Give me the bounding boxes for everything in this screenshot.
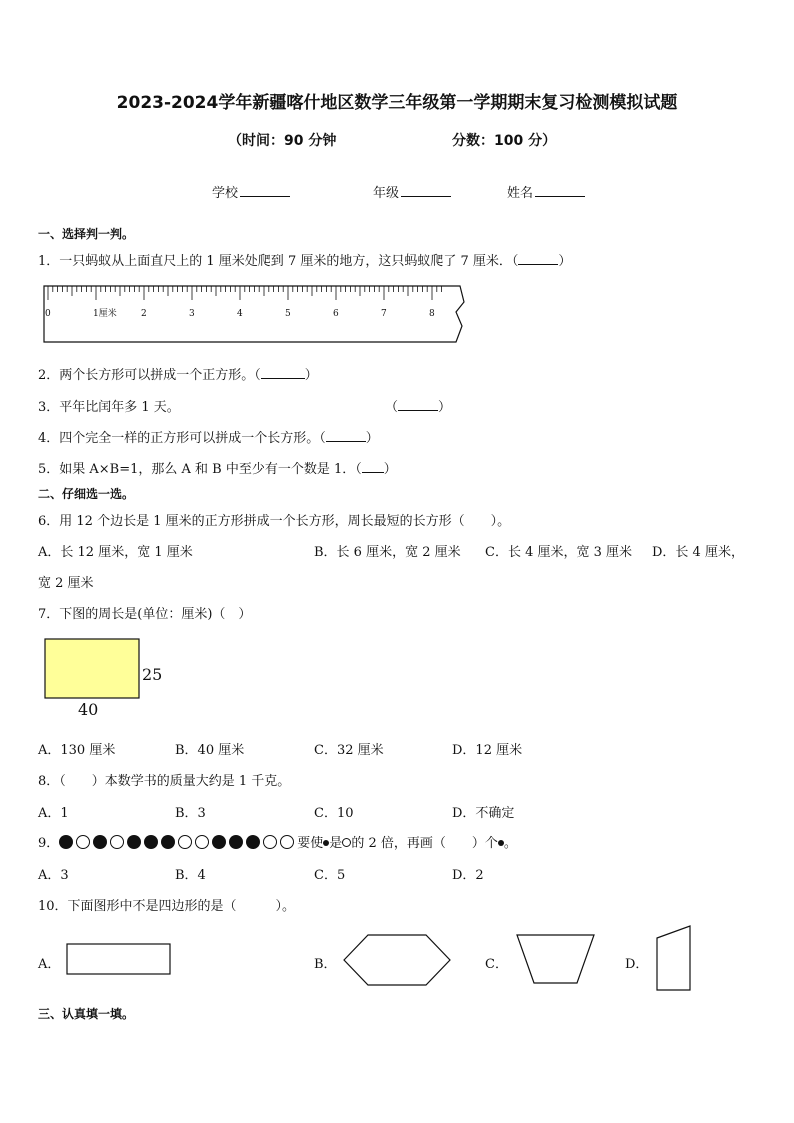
filled-circle-icon bbox=[93, 835, 107, 849]
ruler-label: 5 bbox=[285, 309, 291, 319]
question-3-text: 3．平年比闰年多 1 天。 bbox=[38, 400, 180, 415]
q10-option-d[interactable]: D． bbox=[625, 957, 649, 972]
q10-option-b[interactable]: B． bbox=[314, 957, 337, 972]
q6-option-d-cont: 宽 2 厘米 bbox=[38, 576, 94, 591]
q9-option-b[interactable]: B．4 bbox=[175, 868, 206, 883]
grade-blank[interactable] bbox=[401, 184, 451, 197]
question-9-text-d: 。 bbox=[503, 836, 517, 851]
grade-field[interactable] bbox=[373, 182, 451, 201]
q8-option-b[interactable]: B．3 bbox=[175, 806, 206, 821]
bottom-length-label: 40 bbox=[78, 700, 99, 719]
q8-option-a[interactable]: A．1 bbox=[38, 806, 69, 821]
filled-circle-icon bbox=[246, 835, 260, 849]
q6-option-b[interactable]: B．长 6 厘米，宽 2 厘米 bbox=[314, 545, 461, 560]
question-6: 6．用 12 个边长是 1 厘米的正方形拼成一个长方形，周长最短的长方形（ ）。 bbox=[38, 514, 511, 529]
q6-option-a[interactable]: A．长 12 厘米，宽 1 厘米 bbox=[38, 545, 193, 560]
score-label: 分数：100 分） bbox=[452, 133, 557, 149]
question-2-close: ） bbox=[304, 368, 318, 383]
q7-option-a[interactable]: A．130 厘米 bbox=[38, 743, 116, 758]
hollow-circle-icon bbox=[76, 835, 90, 849]
ruler-label: 2 bbox=[141, 309, 147, 319]
ruler-label: 7 bbox=[381, 309, 387, 319]
school-label: 学校 bbox=[212, 186, 239, 201]
q9-option-d[interactable]: D．2 bbox=[452, 868, 484, 883]
question-2-text: 2．两个长方形可以拼成一个正方形。（ bbox=[38, 368, 261, 383]
answer-blank-2[interactable] bbox=[261, 366, 305, 379]
question-4 bbox=[38, 427, 379, 446]
hollow-circle-icon bbox=[263, 835, 277, 849]
question-1 bbox=[38, 250, 571, 269]
trapezoid-shape bbox=[515, 932, 597, 986]
question-3-open: （ bbox=[385, 400, 399, 415]
ruler-label: 1厘米 bbox=[93, 309, 117, 319]
name-blank[interactable] bbox=[535, 184, 585, 197]
question-9-number: 9． bbox=[38, 836, 60, 851]
question-5-close: ） bbox=[383, 462, 397, 477]
q10-option-c[interactable]: C． bbox=[485, 957, 508, 972]
hollow-circle-icon bbox=[280, 835, 294, 849]
ruler-figure bbox=[40, 282, 470, 346]
page-title: 2023-2024学年新疆喀什地区数学三年级第一学期期末复习检测模拟试题 bbox=[116, 93, 678, 113]
question-4-close: ） bbox=[365, 431, 379, 446]
question-1-text: 1．一只蚂蚁从上面直尺上的 1 厘米处爬到 7 厘米的地方，这只蚂蚁爬了 7 厘米．（ bbox=[38, 254, 519, 269]
question-3-answer bbox=[385, 396, 451, 415]
question-9-text-b: 是 bbox=[329, 836, 343, 851]
side-length-label: 25 bbox=[142, 665, 163, 684]
question-3-close: ） bbox=[438, 400, 452, 415]
section-heading-1: 一、选择判一判。 bbox=[38, 227, 135, 241]
circle-pattern bbox=[59, 836, 297, 851]
hollow-circle-icon bbox=[342, 838, 351, 847]
section-heading-3: 三、认真填一填。 bbox=[38, 1007, 135, 1021]
question-2 bbox=[38, 364, 318, 383]
question-8: 8．（ ）本数学书的质量大约是 1 千克。 bbox=[38, 774, 291, 789]
hollow-circle-icon bbox=[178, 835, 192, 849]
question-1-close: ） bbox=[558, 254, 572, 269]
ruler-label: 3 bbox=[189, 309, 195, 319]
question-10: 10．下面图形中不是四边形的是（ ）。 bbox=[38, 899, 296, 914]
ruler-label: 6 bbox=[333, 309, 339, 319]
answer-blank-4[interactable] bbox=[326, 429, 366, 442]
answer-blank-3[interactable] bbox=[398, 398, 438, 411]
q6-option-d[interactable]: D．长 4 厘米， bbox=[652, 545, 744, 560]
answer-blank-5[interactable] bbox=[362, 460, 384, 473]
question-5-text: 5．如果 A×B=1，那么 A 和 B 中至少有一个数是 1．（ bbox=[38, 462, 362, 477]
name-label: 姓名 bbox=[507, 186, 534, 201]
ruler-label: 4 bbox=[237, 309, 243, 319]
q9-option-a[interactable]: A．3 bbox=[38, 868, 69, 883]
hollow-circle-icon bbox=[195, 835, 209, 849]
school-blank[interactable] bbox=[240, 184, 290, 197]
question-9-text-c: 的 2 倍，再画（ ）个 bbox=[351, 836, 498, 851]
question-9 bbox=[38, 832, 517, 851]
question-4-text: 4．四个完全一样的正方形可以拼成一个长方形。（ bbox=[38, 431, 326, 446]
question-9-text-a: 要使 bbox=[297, 836, 324, 851]
q8-option-d[interactable]: D．不确定 bbox=[452, 806, 515, 821]
q7-option-d[interactable]: D．12 厘米 bbox=[452, 743, 523, 758]
filled-circle-icon bbox=[144, 835, 158, 849]
filled-circle-icon bbox=[161, 835, 175, 849]
answer-blank-1[interactable] bbox=[518, 252, 558, 265]
hexagon-shape bbox=[342, 932, 454, 988]
school-field[interactable] bbox=[212, 182, 290, 201]
rectangle-figure bbox=[40, 636, 170, 720]
ruler-label: 8 bbox=[429, 309, 435, 319]
filled-circle-icon bbox=[212, 835, 226, 849]
time-label: （时间：90 分钟 bbox=[228, 133, 337, 149]
right-trapezoid-shape bbox=[655, 924, 695, 994]
q9-option-c[interactable]: C．5 bbox=[314, 868, 346, 883]
q8-option-c[interactable]: C．10 bbox=[314, 806, 354, 821]
question-7: 7．下图的周长是(单位：厘米)（ ） bbox=[38, 607, 252, 622]
hollow-circle-icon bbox=[110, 835, 124, 849]
q10-option-a[interactable]: A． bbox=[38, 957, 61, 972]
grade-label: 年级 bbox=[373, 186, 400, 201]
question-5 bbox=[38, 458, 397, 477]
yellow-rectangle bbox=[45, 639, 139, 698]
name-field[interactable] bbox=[507, 182, 585, 201]
question-3 bbox=[38, 396, 180, 415]
filled-circle-icon bbox=[59, 835, 73, 849]
filled-circle-icon bbox=[229, 835, 243, 849]
q6-option-c[interactable]: C．长 4 厘米，宽 3 厘米 bbox=[485, 545, 633, 560]
ruler-label: 0 bbox=[45, 309, 51, 319]
q7-option-b[interactable]: B．40 厘米 bbox=[175, 743, 245, 758]
rectangle-shape bbox=[66, 942, 172, 976]
q7-option-c[interactable]: C．32 厘米 bbox=[314, 743, 384, 758]
filled-circle-icon bbox=[127, 835, 141, 849]
section-heading-2: 二、仔细选一选。 bbox=[38, 487, 135, 501]
